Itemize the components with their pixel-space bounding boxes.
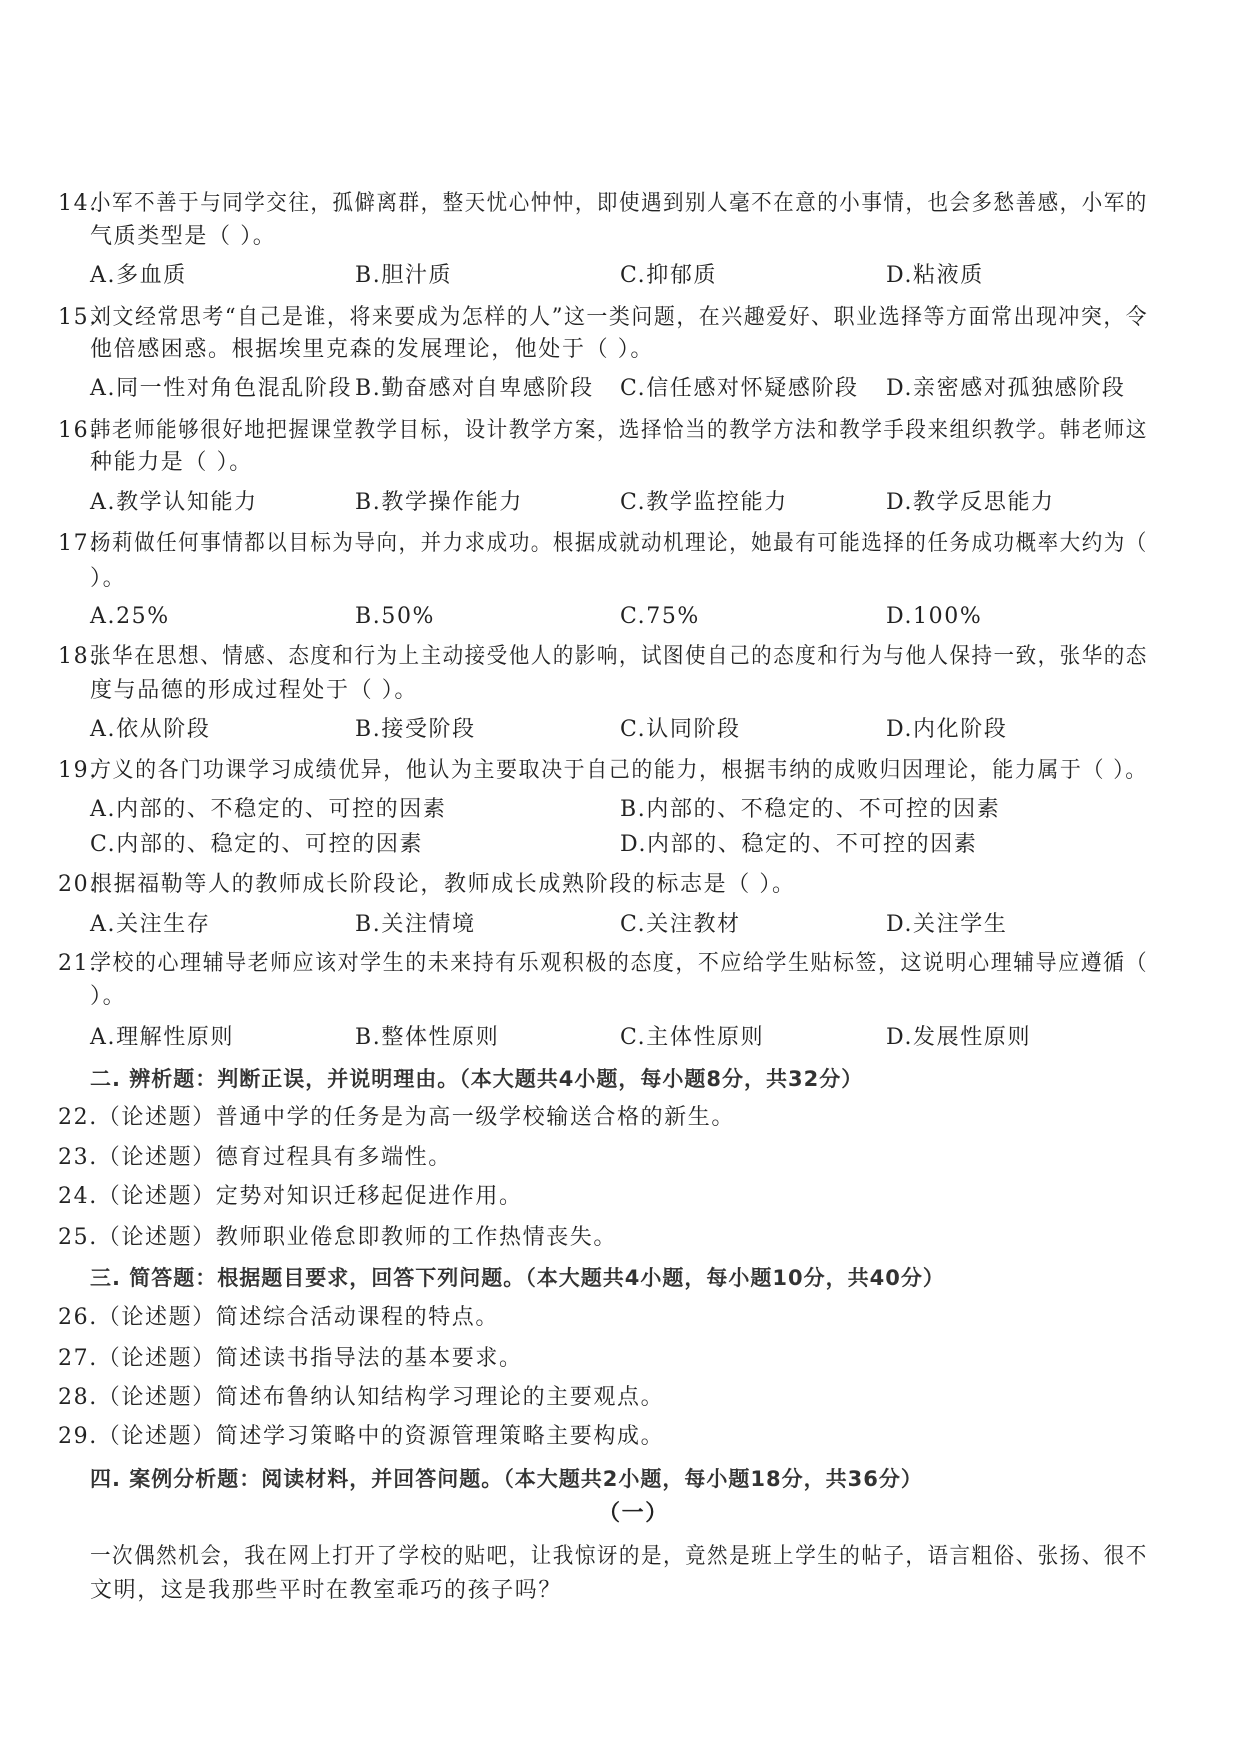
question-number: 19. <box>58 758 98 783</box>
option: D.教学反思能力 <box>886 490 1055 515</box>
option: B.50% <box>355 604 436 629</box>
option: C.关注教材 <box>620 912 741 937</box>
option: B.整体性原则 <box>355 1025 500 1050</box>
question-stem-line: 韩老师能够很好地把握课堂教学目标，设计教学方案，选择恰当的教学方法和教学手段来组织教学。韩老师这 <box>90 418 1148 443</box>
question-stem-line: ）。 <box>90 566 127 591</box>
essay-question: 24.（论述题）定势对知识迁移起促进作用。 <box>58 1184 523 1209</box>
option: A.理解性原则 <box>90 1025 235 1050</box>
question-stem-line: 学校的心理辅导老师应该对学生的未来持有乐观积极的态度，不应给学生贴标签，这说明心理辅导应遵循（ <box>90 951 1149 976</box>
question-stem-line: 张华在思想、情感、态度和行为上主动接受他人的影响，试图使自己的态度和行为与他人保持一致，张华的态 <box>90 644 1148 669</box>
option: C.信任感对怀疑感阶段 <box>620 376 859 401</box>
option: A.25% <box>90 604 170 629</box>
question-stem-line: 气质类型是（ ）。 <box>90 224 277 249</box>
question-stem-line: 根据福勒等人的教师成长阶段论，教师成长成熟阶段的标志是（ ）。 <box>90 872 796 897</box>
section-heading: 四. 案例分析题：阅读材料，并回答问题。（本大题共2小题，每小题18分，共36分） <box>90 1467 923 1491</box>
option: A.内部的、不稳定的、可控的因素 <box>90 797 447 822</box>
essay-question: 26.（论述题）简述综合活动课程的特点。 <box>58 1305 499 1330</box>
essay-question: 28.（论述题）简述布鲁纳认知结构学习理论的主要观点。 <box>58 1385 665 1410</box>
section-heading: 二. 辨析题：判断正误，并说明理由。（本大题共4小题，每小题8分，共32分） <box>90 1067 864 1091</box>
question-number: 16. <box>58 418 98 443</box>
essay-question: 29.（论述题）简述学习策略中的资源管理策略主要构成。 <box>58 1424 665 1449</box>
option: C.认同阶段 <box>620 717 741 742</box>
question-stem-line: 杨莉做任何事情都以目标为导向，并力求成功。根据成就动机理论，她最有可能选择的任务成功概率大约为（ <box>90 531 1148 556</box>
option: C.抑郁质 <box>620 263 718 288</box>
case-title: （一） <box>598 1501 669 1526</box>
question-number: 18. <box>58 644 98 669</box>
option: A.依从阶段 <box>90 717 211 742</box>
question-stem-line: 种能力是（ ）。 <box>90 450 253 475</box>
essay-question: 22.（论述题）普通中学的任务是为高一级学校输送合格的新生。 <box>58 1105 735 1130</box>
option: B.胆汁质 <box>355 263 453 288</box>
option: C.内部的、稳定的、可控的因素 <box>90 832 424 857</box>
essay-question: 25.（论述题）教师职业倦怠即教师的工作热情丧失。 <box>58 1225 617 1250</box>
option: B.教学操作能力 <box>355 490 523 515</box>
case-paragraph-line: 文明，这是我那些平时在教室乖巧的孩子吗？ <box>90 1578 563 1603</box>
option: D.100% <box>886 604 983 629</box>
option: D.发展性原则 <box>886 1025 1032 1050</box>
question-stem-line: 度与品德的形成过程处于（ ）。 <box>90 678 418 703</box>
question-number: 15. <box>58 305 98 330</box>
question-stem-line: 他倍感困惑。根据埃里克森的发展理论，他处于（ ）。 <box>90 337 654 362</box>
option: D.关注学生 <box>886 912 1008 937</box>
option: B.接受阶段 <box>355 717 476 742</box>
option: B.内部的、不稳定的、不可控的因素 <box>620 797 1001 822</box>
question-number: 20. <box>58 872 98 897</box>
option: A.多血质 <box>90 263 187 288</box>
option: D.亲密感对孤独感阶段 <box>886 376 1126 401</box>
essay-question: 23.（论述题）德育过程具有多端性。 <box>58 1145 452 1170</box>
essay-question: 27.（论述题）简述读书指导法的基本要求。 <box>58 1346 523 1371</box>
question-stem-line: 刘文经常思考“自己是谁，将来要成为怎样的人”这一类问题，在兴趣爱好、职业选择等方面常出现冲突，令 <box>90 305 1149 330</box>
question-stem-line: ）。 <box>90 984 127 1009</box>
question-number: 14. <box>58 191 98 216</box>
section-heading: 三. 简答题：根据题目要求，回答下列问题。（本大题共4小题，每小题10分，共40分） <box>90 1266 945 1290</box>
option: C.75% <box>620 604 700 629</box>
question-number: 17. <box>58 531 98 556</box>
option: A.教学认知能力 <box>90 490 258 515</box>
option: C.主体性原则 <box>620 1025 765 1050</box>
option: D.内化阶段 <box>886 717 1008 742</box>
option: B.勤奋感对自卑感阶段 <box>355 376 594 401</box>
option: A.关注生存 <box>90 912 211 937</box>
option: B.关注情境 <box>355 912 476 937</box>
question-number: 21. <box>58 951 98 976</box>
option: D.内部的、稳定的、不可控的因素 <box>620 832 978 857</box>
case-paragraph-line: 一次偶然机会，我在网上打开了学校的贴吧，让我惊讶的是，竟然是班上学生的帖子，语言粗俗、张扬、很不 <box>90 1544 1148 1569</box>
question-stem-line: 方义的各门功课学习成绩优异，他认为主要取决于自己的能力，根据韦纳的成败归因理论，能力属于（ ）。 <box>90 758 1148 783</box>
option: C.教学监控能力 <box>620 490 788 515</box>
question-stem-line: 小军不善于与同学交往，孤僻离群，整天忧心忡忡，即使遇到别人毫不在意的小事情，也会多愁善感，小军的 <box>90 191 1148 216</box>
option: A.同一性对角色混乱阶段 <box>90 376 353 401</box>
option: D.粘液质 <box>886 263 984 288</box>
